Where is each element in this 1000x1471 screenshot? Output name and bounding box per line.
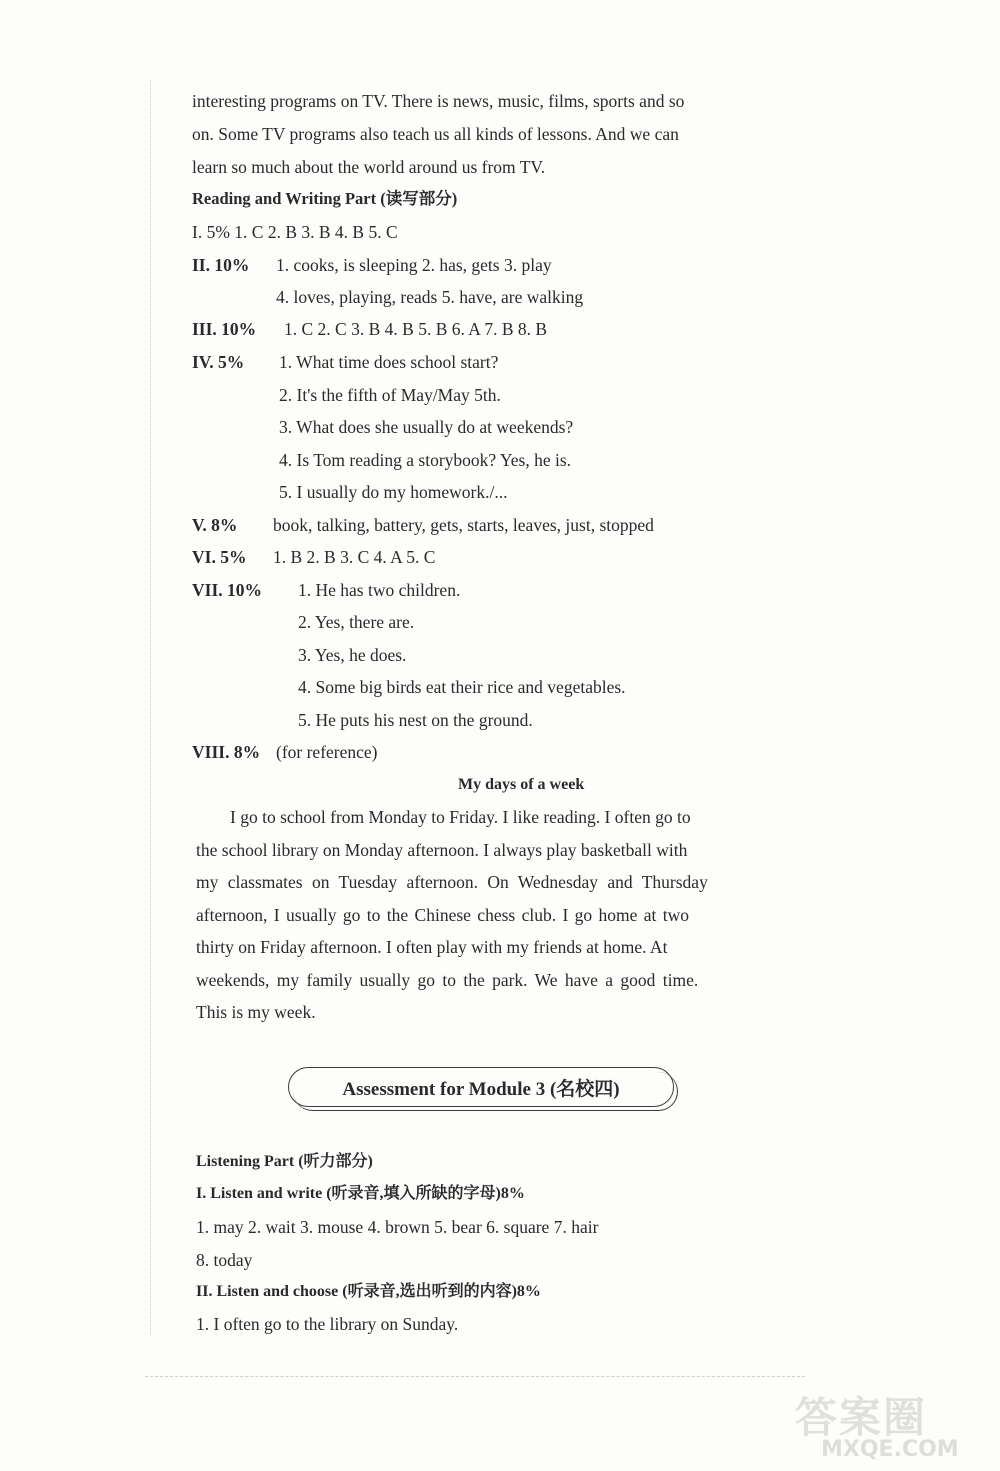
answer-section-2-label: II. 10% — [192, 255, 250, 275]
essay-line: I go to school from Monday to Friday. I like reading. I often go to — [230, 807, 691, 827]
listening-section-2-item: 1. I often go to the library on Sunday. — [196, 1314, 459, 1334]
watermark-logo — [795, 1385, 985, 1465]
answer-section-5-label: V. 8% — [192, 515, 238, 535]
answer-section-4-item: 1. What time does school start? — [279, 352, 499, 372]
essay-line: thirty on Friday afternoon. I often play with my friends at home. At — [196, 937, 668, 957]
reading-writing-heading: Reading and Writing Part (读写部分) — [192, 189, 458, 208]
answer-section-2-line-1: 1. cooks, is sleeping 2. has, gets 3. play — [276, 255, 552, 275]
paragraph-line-1: interesting programs on TV. There is news, music, films, sports and so — [192, 91, 685, 111]
answer-section-6: 1. B 2. B 3. C 4. A 5. C — [273, 547, 436, 567]
answer-section-4-item: 3. What does she usually do at weekends? — [279, 417, 574, 437]
watermark-main: 答案圈 — [795, 1393, 928, 1442]
listening-section-1-heading: I. Listen and write (听录音,填入所缺的字母)8% — [196, 1185, 525, 1202]
margin-line — [150, 80, 151, 1335]
answer-section-3-label: III. 10% — [192, 319, 257, 339]
answer-section-7-item: 3. Yes, he does. — [298, 645, 407, 665]
answer-section-3: 1. C 2. C 3. B 4. B 5. B 6. A 7. B 8. B — [284, 319, 548, 339]
paragraph-line-3: learn so much about the world around us from TV. — [192, 157, 546, 177]
answer-section-7-label: VII. 10% — [192, 580, 263, 600]
answer-section-7-item: 1. He has two children. — [298, 580, 461, 600]
module-title: Assessment for Module 3 (名校四) — [342, 1078, 620, 1100]
answer-section-5: book, talking, battery, gets, starts, leaves, just, stopped — [273, 515, 654, 535]
listening-section-1-line-1: 1. may 2. wait 3. mouse 4. brown 5. bear 6. square 7. hair — [196, 1217, 599, 1237]
answer-section-1: I. 5% 1. C 2. B 3. B 4. B 5. C — [192, 222, 398, 242]
answer-section-4-label: IV. 5% — [192, 352, 245, 372]
essay-line: the school library on Monday afternoon. I always play basketball with — [196, 840, 688, 860]
watermark-sub: MXQE.COM — [821, 1437, 959, 1462]
answer-section-8-note: (for reference) — [276, 742, 378, 762]
paragraph-line-2: on. Some TV programs also teach us all kinds of lessons. And we can — [192, 124, 679, 144]
listening-heading: Listening Part (听力部分) — [196, 1153, 373, 1170]
listening-section-2-heading: II. Listen and choose (听录音,选出听到的内容)8% — [196, 1283, 541, 1300]
answer-section-7-item: 2. Yes, there are. — [298, 612, 415, 632]
listening-section-1-line-2: 8. today — [196, 1250, 253, 1270]
answer-section-8-label: VIII. 8% — [192, 742, 261, 762]
answer-section-6-label: VI. 5% — [192, 547, 247, 567]
essay-title: My days of a week — [458, 776, 585, 793]
answer-section-4-item: 4. Is Tom reading a storybook? Yes, he is. — [279, 450, 572, 470]
bottom-rule — [145, 1376, 805, 1377]
essay-line: weekends, my family usually go to the park. We have a good time. — [196, 970, 699, 990]
essay-line: afternoon, I usually go to the Chinese chess club. I go home at two — [196, 905, 690, 925]
answer-section-4-item: 2. It's the fifth of May/May 5th. — [279, 385, 501, 405]
module-title-box — [288, 1067, 674, 1107]
essay-line: This is my week. — [196, 1002, 316, 1022]
answer-section-7-item: 5. He puts his nest on the ground. — [298, 710, 533, 730]
answer-section-2-line-2: 4. loves, playing, reads 5. have, are walking — [276, 287, 584, 307]
essay-line: my classmates on Tuesday afternoon. On Wednesday and Thursday — [196, 872, 708, 892]
answer-section-7-item: 4. Some big birds eat their rice and vegetables. — [298, 677, 626, 697]
answer-section-4-item: 5. I usually do my homework./... — [279, 482, 508, 502]
